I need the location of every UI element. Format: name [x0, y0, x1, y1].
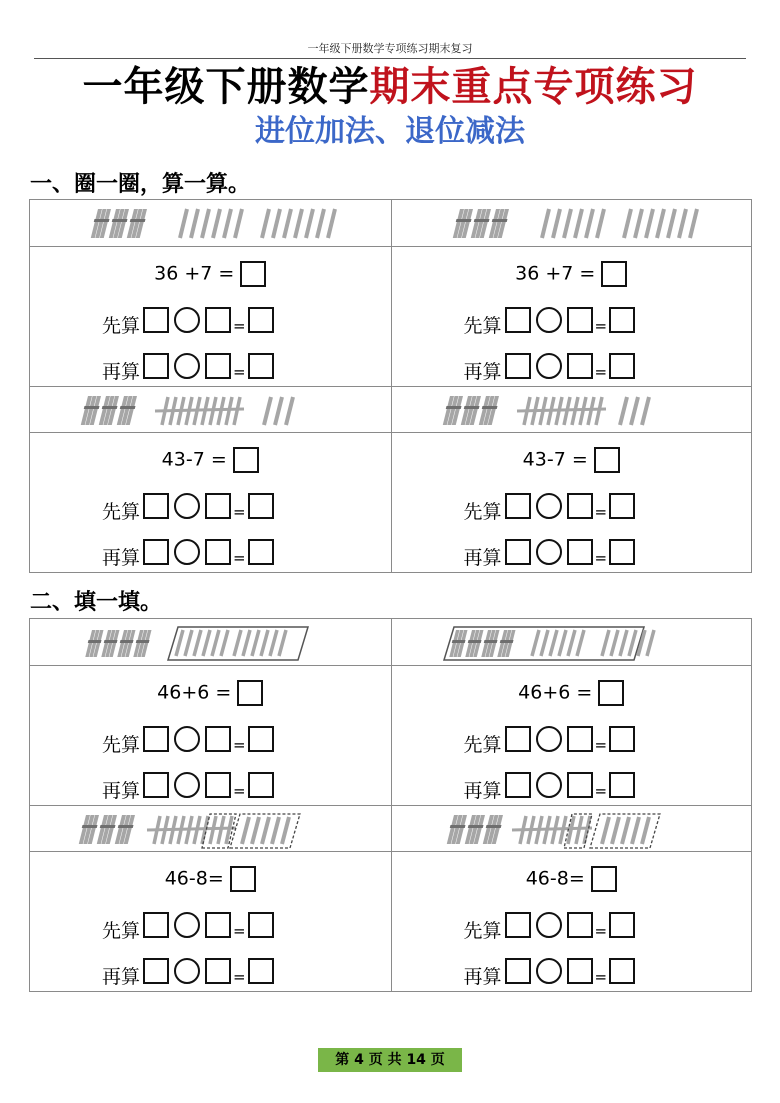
operator-circle[interactable] — [536, 353, 562, 379]
equals-sign: = — [594, 781, 608, 800]
number-box[interactable] — [505, 493, 531, 519]
equation — [392, 445, 752, 474]
answer-box[interactable] — [230, 866, 256, 892]
step-then — [463, 770, 636, 802]
single-sticks-group-1 — [180, 209, 242, 238]
section-heading-2: 二、填一填。 — [30, 590, 163, 615]
picture-cell — [30, 806, 391, 851]
picture-row — [30, 805, 751, 851]
operator-circle[interactable] — [536, 912, 562, 938]
picture-cell — [391, 387, 752, 432]
operator-circle[interactable] — [536, 958, 562, 984]
page-subtitle: 进位加法、退位减法 — [255, 114, 525, 149]
step-first — [102, 305, 274, 337]
result-box[interactable] — [248, 307, 274, 333]
operator-circle[interactable] — [536, 772, 562, 798]
operator-circle[interactable] — [174, 353, 200, 379]
picture-cell — [30, 619, 391, 665]
operator-circle[interactable] — [174, 958, 200, 984]
picture-row — [30, 200, 751, 246]
counting-sticks-43-picture — [30, 387, 391, 433]
equals-sign: = — [233, 362, 246, 381]
result-box[interactable] — [248, 353, 274, 379]
operator-circle[interactable] — [174, 307, 200, 333]
work-row — [30, 665, 751, 805]
operator-circle[interactable] — [536, 307, 562, 333]
number-box[interactable] — [505, 912, 531, 938]
work-row — [30, 432, 751, 572]
answer-box[interactable] — [240, 261, 266, 287]
equals-sign: = — [594, 502, 608, 521]
equation — [392, 678, 752, 707]
step-first — [463, 724, 636, 756]
operator-circle[interactable] — [536, 726, 562, 752]
equation — [392, 259, 752, 288]
equation-text: 46+6 = — [157, 681, 232, 704]
equation — [30, 678, 391, 707]
number-box[interactable] — [205, 726, 231, 752]
operator-circle[interactable] — [174, 539, 200, 565]
work-cell — [30, 666, 391, 805]
equation — [30, 445, 391, 474]
step-label: 再算 — [463, 360, 502, 383]
operator-circle[interactable] — [174, 493, 200, 519]
picture-cell — [391, 806, 752, 851]
result-box[interactable] — [248, 539, 274, 565]
equals-sign: = — [233, 921, 246, 940]
number-box[interactable] — [143, 958, 169, 984]
result-box[interactable] — [248, 912, 274, 938]
step-label: 再算 — [463, 965, 502, 988]
number-box[interactable] — [205, 958, 231, 984]
operator-circle[interactable] — [174, 726, 200, 752]
step-first — [463, 910, 636, 942]
equals-sign: = — [594, 316, 608, 335]
number-box[interactable] — [143, 772, 169, 798]
equation-text: 46-8= — [164, 867, 224, 890]
equation-text: 43-7 = — [522, 448, 588, 471]
step-then — [463, 956, 636, 988]
answer-box[interactable] — [594, 447, 620, 473]
operator-circle[interactable] — [174, 912, 200, 938]
number-box[interactable] — [505, 772, 531, 798]
work-cell — [391, 247, 752, 386]
step-label: 再算 — [102, 360, 141, 383]
equation-text: 36 +7 = — [154, 262, 235, 285]
step-then — [463, 537, 636, 569]
result-box[interactable] — [609, 772, 635, 798]
step-then — [463, 351, 636, 383]
equation — [392, 864, 752, 893]
exercise-table-1 — [29, 199, 752, 573]
step-first — [102, 910, 274, 942]
equation-text: 46-8= — [525, 867, 585, 890]
step-label: 先算 — [102, 314, 141, 337]
step-then — [102, 770, 274, 802]
section-heading-1: 一、圈一圈，算一算。 — [30, 172, 251, 197]
number-box[interactable] — [143, 726, 169, 752]
counting-sticks-46-break-picture — [392, 806, 753, 852]
step-label: 先算 — [463, 314, 502, 337]
counting-sticks-46-break-picture — [30, 806, 391, 852]
step-then — [102, 537, 274, 569]
number-box[interactable] — [567, 772, 593, 798]
running-header: 一年级下册数学专项练习期末复习 — [307, 42, 473, 55]
equals-sign: = — [233, 316, 246, 335]
picture-cell — [30, 387, 391, 432]
number-box[interactable] — [143, 912, 169, 938]
operator-circle[interactable] — [536, 539, 562, 565]
work-row — [30, 246, 751, 386]
equals-sign: = — [233, 548, 246, 567]
operator-circle[interactable] — [174, 772, 200, 798]
page-title — [0, 64, 780, 110]
picture-cell — [30, 200, 391, 246]
picture-cell — [391, 200, 752, 246]
result-box[interactable] — [609, 958, 635, 984]
number-box[interactable] — [567, 912, 593, 938]
number-box[interactable] — [505, 539, 531, 565]
header-divider — [34, 58, 746, 59]
step-first — [463, 305, 636, 337]
number-box[interactable] — [567, 493, 593, 519]
number-box[interactable] — [567, 307, 593, 333]
step-label: 先算 — [102, 733, 141, 756]
answer-box[interactable] — [233, 447, 259, 473]
page-number-badge: 第 4 页 共 14 页 — [318, 1048, 462, 1072]
result-box[interactable] — [609, 539, 635, 565]
work-cell — [30, 433, 391, 572]
result-box[interactable] — [609, 726, 635, 752]
title-part-red: 期末重点专项练习 — [369, 64, 698, 110]
equals-sign: = — [594, 967, 608, 986]
number-box[interactable] — [205, 307, 231, 333]
title-part-black: 一年级下册数学 — [82, 64, 370, 110]
number-box[interactable] — [143, 493, 169, 519]
picture-row — [30, 386, 751, 432]
equals-sign: = — [233, 735, 246, 754]
result-box[interactable] — [609, 307, 635, 333]
untied-bundle — [155, 397, 244, 425]
equation — [30, 259, 391, 288]
answer-box[interactable] — [591, 866, 617, 892]
step-first — [102, 491, 274, 523]
answer-box[interactable] — [237, 680, 263, 706]
step-label: 先算 — [102, 919, 141, 942]
step-label: 先算 — [463, 500, 502, 523]
step-first — [463, 491, 636, 523]
result-box[interactable] — [609, 493, 635, 519]
equals-sign: = — [594, 548, 608, 567]
equals-sign: = — [594, 921, 608, 940]
work-row — [30, 851, 751, 991]
picture-cell — [391, 619, 752, 665]
work-cell — [391, 433, 752, 572]
step-label: 再算 — [102, 779, 141, 802]
counting-sticks-43-picture — [392, 387, 753, 433]
equation — [30, 864, 391, 893]
result-box[interactable] — [248, 493, 274, 519]
number-box[interactable] — [143, 353, 169, 379]
number-box[interactable] — [567, 353, 593, 379]
step-label: 再算 — [102, 546, 141, 569]
equation-text: 43-7 = — [161, 448, 227, 471]
step-label: 先算 — [102, 500, 141, 523]
equals-sign: = — [594, 735, 608, 754]
equals-sign: = — [233, 781, 246, 800]
step-label: 再算 — [463, 779, 502, 802]
step-label: 再算 — [463, 546, 502, 569]
equation-text: 46+6 = — [518, 681, 593, 704]
equals-sign: = — [594, 362, 608, 381]
step-label: 先算 — [463, 733, 502, 756]
equals-sign: = — [233, 967, 246, 986]
equation-text: 36 +7 = — [515, 262, 596, 285]
answer-box[interactable] — [598, 680, 624, 706]
step-first — [102, 724, 274, 756]
counting-sticks-36-picture — [392, 200, 753, 246]
number-box[interactable] — [205, 772, 231, 798]
picture-row — [30, 619, 751, 665]
number-box[interactable] — [205, 539, 231, 565]
work-cell — [30, 247, 391, 386]
result-box[interactable] — [248, 772, 274, 798]
work-cell — [391, 852, 752, 991]
equals-sign: = — [233, 502, 246, 521]
counting-sticks-46-grouped-picture — [392, 619, 753, 665]
step-then — [102, 351, 274, 383]
work-cell — [391, 666, 752, 805]
counting-sticks-36-picture — [30, 200, 391, 246]
number-box[interactable] — [505, 958, 531, 984]
operator-circle[interactable] — [536, 493, 562, 519]
number-box[interactable] — [505, 307, 531, 333]
result-box[interactable] — [609, 353, 635, 379]
number-box[interactable] — [567, 958, 593, 984]
number-box[interactable] — [567, 726, 593, 752]
step-label: 先算 — [463, 919, 502, 942]
result-box[interactable] — [248, 958, 274, 984]
number-box[interactable] — [205, 912, 231, 938]
counting-sticks-46-grouped-picture — [30, 619, 391, 665]
step-then — [102, 956, 274, 988]
result-box[interactable] — [248, 726, 274, 752]
number-box[interactable] — [143, 539, 169, 565]
single-sticks-group-2 — [262, 209, 335, 238]
result-box[interactable] — [609, 912, 635, 938]
work-cell — [30, 852, 391, 991]
number-box[interactable] — [205, 493, 231, 519]
exercise-table-2 — [29, 618, 752, 992]
number-box[interactable] — [205, 353, 231, 379]
number-box[interactable] — [567, 539, 593, 565]
number-box[interactable] — [143, 307, 169, 333]
answer-box[interactable] — [601, 261, 627, 287]
stick-bundles — [90, 209, 148, 238]
step-label: 再算 — [102, 965, 141, 988]
number-box[interactable] — [505, 726, 531, 752]
number-box[interactable] — [505, 353, 531, 379]
